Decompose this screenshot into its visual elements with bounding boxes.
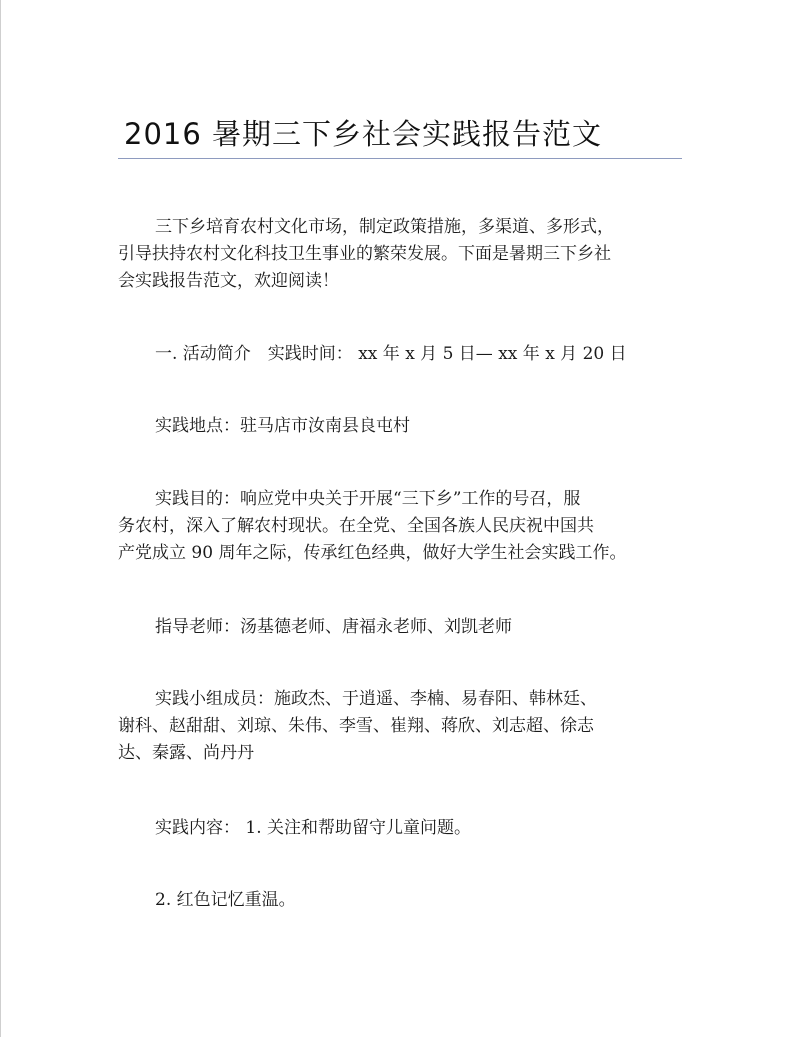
content-paragraph-1 [118, 815, 678, 842]
activity-time-paragraph [118, 341, 678, 368]
intro-paragraph [118, 214, 678, 295]
members-line: 达、秦露、尚丹丹 [118, 743, 254, 763]
activity-time-line: 一. 活动简介 实践时间： xx 年 x 月 5 日— xx 年 x 月 20 日 [155, 344, 627, 364]
members-line: 实践小组成员：施政杰、于逍遥、李楠、易春阳、韩林廷、 [155, 689, 597, 709]
advisors-line: 指导老师：汤基德老师、唐福永老师、刘凯老师 [155, 617, 512, 637]
intro-line: 引导扶持农村文化科技卫生事业的繁荣发展。下面是暑期三下乡社 [118, 244, 611, 264]
purpose-line: 实践目的：响应党中央关于开展“三下乡”工作的号召，服 [155, 489, 581, 509]
members-line: 谢科、赵甜甜、刘琼、朱伟、李雪、崔翔、蒋欣、刘志超、徐志 [118, 716, 594, 736]
intro-line: 三下乡培育农村文化市场，制定政策措施，多渠道、多形式， [155, 217, 614, 237]
location-line: 实践地点：驻马店市汝南县良屯村 [155, 416, 410, 436]
document-title: 2016 暑期三下乡社会实践报告范文 [124, 117, 603, 151]
content-paragraph-2 [118, 887, 678, 914]
purpose-paragraph [118, 486, 678, 567]
content-line: 实践内容： 1. 关注和帮助留守儿童问题。 [155, 818, 472, 838]
intro-line: 会实践报告范文，欢迎阅读！ [118, 271, 339, 291]
content-line: 2. 红色记忆重温。 [155, 890, 296, 910]
advisors-paragraph [118, 614, 678, 641]
page-edge [0, 0, 1, 1037]
title-underline [118, 158, 682, 159]
purpose-line: 产党成立 90 周年之际，传承红色经典，做好大学生社会实践工作。 [118, 543, 627, 563]
members-paragraph [118, 686, 678, 767]
location-paragraph [118, 413, 678, 440]
purpose-line: 务农村，深入了解农村现状。在全党、全国各族人民庆祝中国共 [118, 516, 594, 536]
